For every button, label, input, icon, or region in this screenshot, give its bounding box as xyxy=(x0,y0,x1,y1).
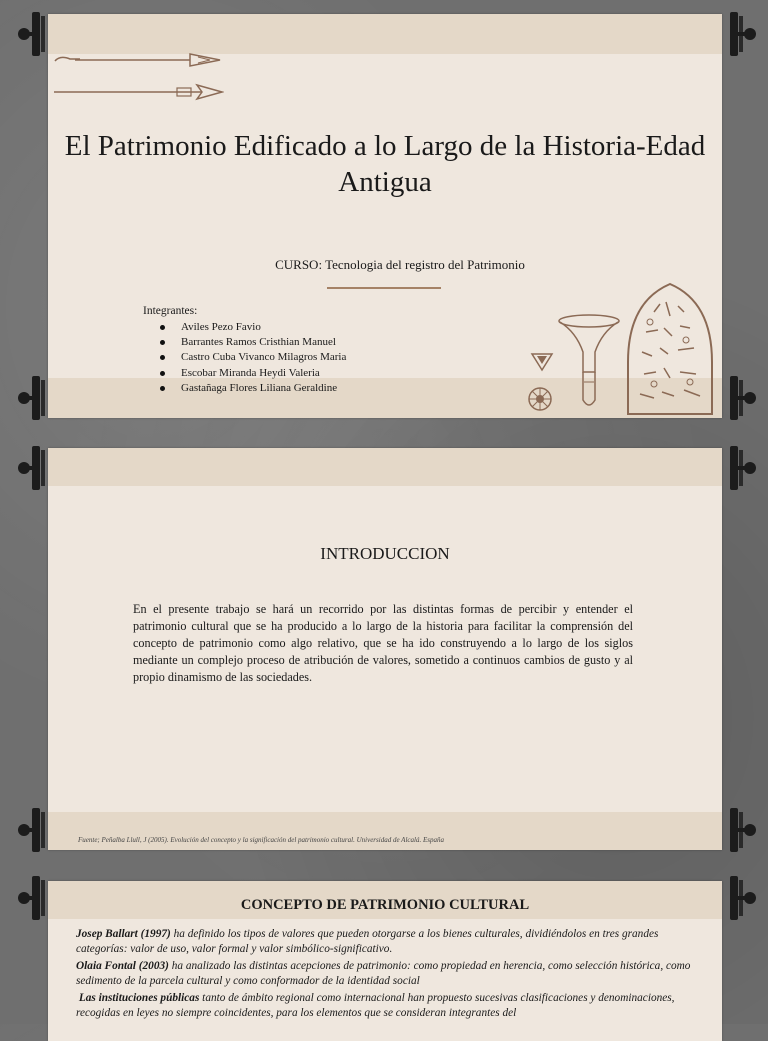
scroll-rod-right xyxy=(724,376,744,420)
scroll-rod-right xyxy=(724,446,744,490)
intro-paragraph: En el presente trabajo se hará un recorrido por las distintas formas de percibir y entender el patrimonio cultural que se ha producido a lo largo de la historia para facilitar la comprensión del concepto de patrimonio como algo relativo, que se ha ido construyendo a lo largo de los siglos mediante un complejo proceso de atribución de valores, sometido a continuos cambios de gusto y al propio dinamismo de las sociedades. xyxy=(133,602,633,684)
title-divider xyxy=(327,287,441,289)
scroll-rod-left xyxy=(26,446,46,490)
slide-1-top-band xyxy=(48,14,722,54)
sun-ornament-icon xyxy=(527,386,553,412)
list-item: Aviles Pezo Favio xyxy=(160,320,346,335)
members-list xyxy=(160,320,346,396)
paragraph xyxy=(76,959,698,988)
list-item: Gastañaga Flores Liliana Geraldine xyxy=(160,381,346,396)
members-label: Integrantes: xyxy=(143,305,198,317)
list-item: Castro Cuba Vivanco Milagros Maria xyxy=(160,350,346,365)
slide-1-title: El Patrimonio Edificado a lo Largo de la Historia-Edad Antigua xyxy=(64,130,706,198)
author: Olaia Fontal (2003) xyxy=(76,960,169,972)
author: Josep Ballart (1997) xyxy=(76,928,171,940)
slide-2-top-band xyxy=(48,448,722,486)
slide-2-bottom-band xyxy=(48,812,722,850)
stele-icon xyxy=(624,282,716,416)
scroll-rod-left xyxy=(26,808,46,852)
list-item: Escobar Miranda Heydi Valeria xyxy=(160,366,346,381)
paragraph-text: ha definido los tipos de valores que pueden otorgarse a los bienes culturales, dividiéndolos en tres grandes categorías: valor de uso, valor formal y valor simbólico-significativo. xyxy=(76,928,659,955)
scroll-rod-left xyxy=(26,12,46,56)
concept-body xyxy=(76,927,698,1023)
vase-icon xyxy=(556,312,622,412)
author: Las instituciones públicas xyxy=(78,992,200,1004)
intro-title: INTRODUCCION xyxy=(320,544,450,563)
scroll-rod-left xyxy=(26,876,46,920)
course-label: CURSO: Tecnologia del registro del Patrimonio xyxy=(275,257,525,272)
source-citation: Fuente; Peñalba Llull, J (2005). Evolución del concepto y la significación del patrimonio cultural. Universidad de Alcalá. España xyxy=(78,836,444,844)
paragraph-text: ha analizado las distintas acepciones de patrimonio: como propiedad en herencia, como selección histórica, como sedimento de la parcela cultural y como conformador de la identidad social xyxy=(76,960,691,987)
arrow-icon xyxy=(52,82,224,102)
concept-title: CONCEPTO DE PATRIMONIO CULTURAL xyxy=(240,897,530,913)
scroll-rod-left xyxy=(26,376,46,420)
paragraph-text: tanto de ámbito regional como internacional han propuesto sucesivas clasificaciones y denominaciones, recogidas en leyes no siempre coincidentes, para los elementos que se consideran integrantes del xyxy=(76,992,675,1019)
scroll-rod-right xyxy=(724,876,744,920)
triangle-ornament-icon xyxy=(530,352,554,372)
paragraph xyxy=(76,991,698,1020)
scroll-rod-right xyxy=(724,12,744,56)
spear-icon xyxy=(50,50,225,70)
list-item: Barrantes Ramos Cristhian Manuel xyxy=(160,335,346,350)
paragraph xyxy=(76,927,698,956)
scroll-rod-right xyxy=(724,808,744,852)
